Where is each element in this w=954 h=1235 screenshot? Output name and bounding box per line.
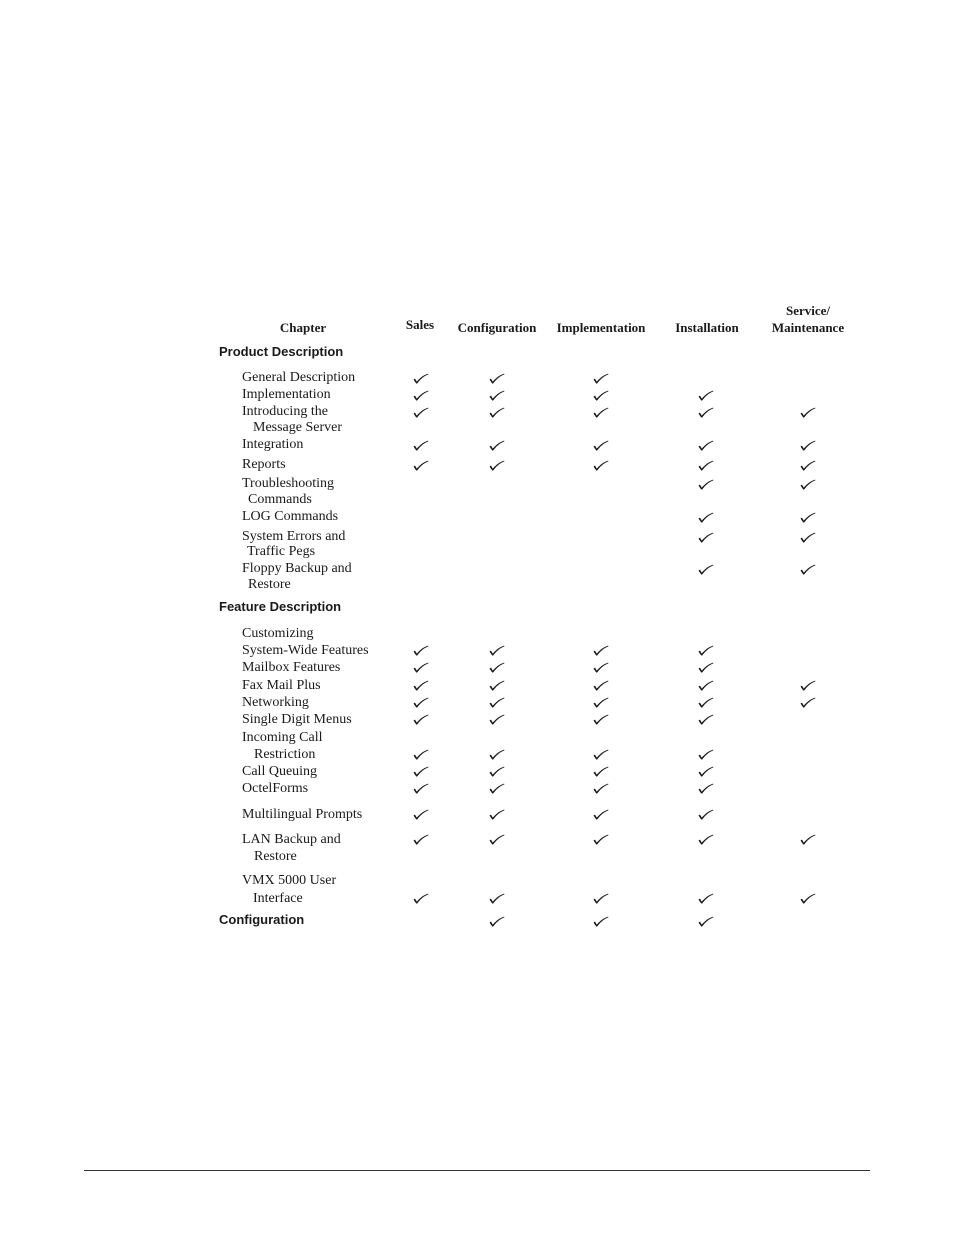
chapter-name-line: Call Queuing [242,764,318,779]
check-mark-icon [592,915,610,927]
check-mark-icon [697,915,715,927]
chapter-name-line: LAN Backup and [242,832,341,847]
check-mark-icon [412,748,430,760]
check-mark-icon [697,892,715,904]
check-mark-icon [799,531,817,543]
chapter-name-line: Incoming Call [242,730,323,745]
check-mark-icon [697,696,715,708]
check-mark-icon [592,748,610,760]
chapter-name [242,561,352,593]
check-mark-icon [488,782,506,794]
chapter-name-line: Traffic Pegs [247,544,316,559]
check-mark-icon [592,439,610,451]
chapter-name-line: General Description [242,370,356,385]
check-mark-icon [592,808,610,820]
check-mark-icon [412,833,430,845]
check-mark-icon [799,511,817,523]
chapter-name-line: System-Wide Features [242,643,369,658]
chapter-name-line: LOG Commands [242,509,339,524]
check-mark-icon [412,644,430,656]
chapter-name [242,659,340,676]
check-mark-icon [412,406,430,418]
chapter-name-line: Mailbox Features [242,660,341,675]
chapter-name [242,509,338,525]
chapter-name-line: Restore [248,577,291,592]
chapter-name-line: Networking [242,695,309,710]
section-title: Configuration [219,912,305,927]
column-header-implementation: Implementation [556,320,646,335]
check-mark-icon [697,661,715,673]
chapter-name-line: Reports [242,457,286,472]
check-mark-icon [697,644,715,656]
chapter-name [242,476,334,508]
chapter-name-line: Implementation [242,387,331,402]
chapter-name-line: Introducing the [242,404,328,419]
column-header-service-line2: Maintenance [771,320,845,335]
check-mark-icon [799,696,817,708]
chapter-name [242,729,323,763]
column-header-service-line1: Service/ [785,303,831,318]
chapter-name-line: Troubleshooting [242,476,335,491]
check-mark-icon [799,833,817,845]
chapter-name-line: Integration [242,437,304,452]
check-mark-icon [697,531,715,543]
chapter-name-line: Floppy Backup and [242,561,352,576]
check-mark-icon [488,833,506,845]
check-mark-icon [592,782,610,794]
check-mark-icon [697,833,715,845]
column-header-configuration: Configuration [457,320,537,335]
check-mark-icon [488,713,506,725]
check-mark-icon [412,661,430,673]
chapter-name [242,711,352,728]
chapter-name [242,437,303,453]
check-mark-icon [592,679,610,691]
chapter-name [242,370,355,386]
check-mark-icon [697,563,715,575]
chapter-name [242,694,309,711]
check-mark-icon [488,459,506,471]
check-mark-icon [592,833,610,845]
check-mark-icon [412,696,430,708]
chapter-name-line: Commands [248,492,312,507]
footer-divider [84,1170,870,1171]
chapter-name-line: Fax Mail Plus [242,678,321,693]
check-mark-icon [412,372,430,384]
check-mark-icon [592,644,610,656]
check-mark-icon [697,713,715,725]
check-mark-icon [488,439,506,451]
chapter-name-line: Multilingual Prompts [242,807,363,822]
section-title: Product Description [219,344,344,359]
check-mark-icon [697,748,715,760]
chapter-name [242,529,345,559]
check-mark-icon [592,459,610,471]
chapter-name-line: OctelForms [242,781,309,796]
check-mark-icon [412,765,430,777]
check-mark-icon [592,713,610,725]
chapter-name [242,625,369,659]
check-mark-icon [697,478,715,490]
check-mark-icon [488,748,506,760]
chapter-name [242,763,317,780]
check-mark-icon [412,679,430,691]
chapter-name [242,806,362,823]
chapter-name [242,387,331,403]
check-mark-icon [697,406,715,418]
check-mark-icon [412,459,430,471]
check-mark-icon [592,696,610,708]
check-mark-icon [799,406,817,418]
section-title: Feature Description [219,599,342,614]
chapter-name-line: System Errors and [242,529,346,544]
chapter-name [242,831,341,865]
check-mark-icon [488,892,506,904]
column-header-sales: Sales [405,317,435,332]
chapter-name-line: Single Digit Menus [242,712,352,727]
check-mark-icon [488,679,506,691]
column-header-installation: Installation [675,320,739,335]
chapter-name-line: Customizing [242,626,314,641]
check-mark-icon [799,439,817,451]
chapter-name-line: Interface [253,891,303,906]
check-mark-icon [488,808,506,820]
chapter-name-line: VMX 5000 User [242,873,337,888]
check-mark-icon [799,459,817,471]
check-mark-icon [697,459,715,471]
check-mark-icon [488,644,506,656]
check-mark-icon [488,661,506,673]
chapter-name [242,457,286,473]
check-mark-icon [488,765,506,777]
check-mark-icon [412,808,430,820]
check-mark-icon [488,406,506,418]
chapter-name [242,872,336,908]
check-mark-icon [592,372,610,384]
check-mark-icon [799,478,817,490]
check-mark-icon [488,696,506,708]
check-mark-icon [488,372,506,384]
check-mark-icon [412,389,430,401]
check-mark-icon [592,892,610,904]
check-mark-icon [488,389,506,401]
check-mark-icon [799,563,817,575]
check-mark-icon [697,782,715,794]
check-mark-icon [697,808,715,820]
chapter-name-line: Restriction [254,747,316,762]
check-mark-icon [412,439,430,451]
check-mark-icon [412,892,430,904]
check-mark-icon [697,389,715,401]
check-mark-icon [592,389,610,401]
check-mark-icon [799,892,817,904]
check-mark-icon [592,406,610,418]
check-mark-icon [592,765,610,777]
check-mark-icon [799,679,817,691]
chapter-name [242,780,308,797]
chapter-name-line: Restore [254,849,297,864]
check-mark-icon [412,713,430,725]
check-mark-icon [488,915,506,927]
check-mark-icon [697,679,715,691]
check-mark-icon [592,661,610,673]
check-mark-icon [412,782,430,794]
check-mark-icon [697,765,715,777]
check-mark-icon [697,511,715,523]
check-mark-icon [697,439,715,451]
chapter-name [242,677,321,694]
chapter-name-line: Message Server [253,420,343,435]
column-header-chapter: Chapter [279,320,327,335]
chapter-name [242,404,342,436]
